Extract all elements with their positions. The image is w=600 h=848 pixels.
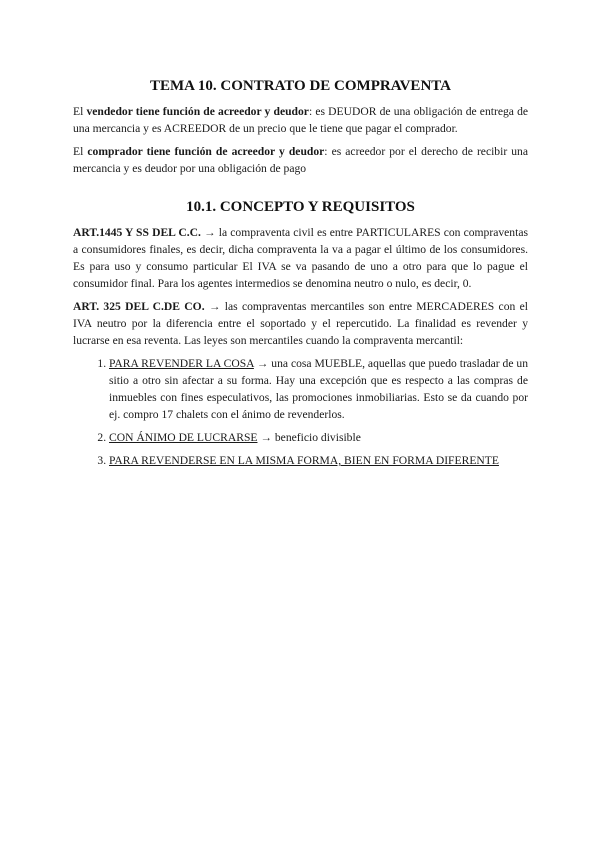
- section-title: 10.1. CONCEPTO Y REQUISITOS: [186, 199, 415, 215]
- list-item: [109, 429, 528, 446]
- list-item-text: → beneficio divisible: [257, 431, 361, 444]
- requirements-list: [73, 355, 528, 469]
- article-paragraph-mercantil: [73, 298, 528, 349]
- intro-pre-text: El: [73, 105, 87, 118]
- list-item: [109, 452, 528, 469]
- list-item-heading: CON ÁNIMO DE LUCRARSE: [109, 431, 258, 444]
- list-item-heading: PARA REVENDERSE EN LA MISMA FORMA, BIEN EN FORMA DIFERENTE: [109, 454, 499, 467]
- article-reference: ART.1445 Y SS DEL C.C.: [73, 226, 201, 239]
- article-paragraph-civil: [73, 224, 528, 292]
- article-reference: ART. 325 DEL C.DE CO.: [73, 300, 205, 313]
- intro-pre-text: El: [73, 145, 88, 158]
- document-page: [73, 76, 528, 475]
- article-text: → la compraventa civil es entre PARTICULARES con compraventas a consumidores finales, es decir, dicha compraventa la va a pagar el último de los consumidores. Es para uso y consumo particular El IVA se va pasando de uno a otro para que lo pague el consumidor final. Para los agentes intermedios se denomina neutro o nulo, es decir, 0.: [73, 226, 528, 290]
- article-text: → las compraventas mercantiles son entre MERCADERES con el IVA neutro por la diferencia entre el soportado y el repercutido. La finalidad es revender y lucrarse en esa reventa. Las leyes son mercantiles cuando la compraventa mercantil:: [73, 300, 528, 347]
- intro-paragraph-vendedor: [73, 103, 528, 137]
- list-item: [109, 355, 528, 423]
- page-title: TEMA 10. CONTRATO DE COMPRAVENTA: [150, 78, 451, 94]
- list-item-heading: PARA REVENDER LA COSA: [109, 357, 254, 370]
- intro-post-text: : es DEUDOR de una obligación de entrega de una mercancia y es ACREEDOR de un precio que le tiene que pagar el comprador.: [73, 105, 529, 135]
- intro-post-text: : es acreedor por el derecho de recibir una mercancia y es deudor por una obligación de pago: [73, 145, 528, 175]
- intro-bold-text: vendedor tiene función de acreedor y deudor: [86, 105, 309, 118]
- list-item-text: → una cosa MUEBLE, aquellas que puedo trasladar de un sitio a otro sin afectar a su forma. Hay una excepción que es respecto a las compras de inmuebles con fines especulativos, las promociones inmobiliarias. Esto se da cuando por ej. compro 17 chalets con el ánimo de revenderlos.: [109, 357, 528, 421]
- intro-paragraph-comprador: [73, 143, 528, 177]
- intro-bold-text: comprador tiene función de acreedor y deudor: [87, 145, 325, 158]
